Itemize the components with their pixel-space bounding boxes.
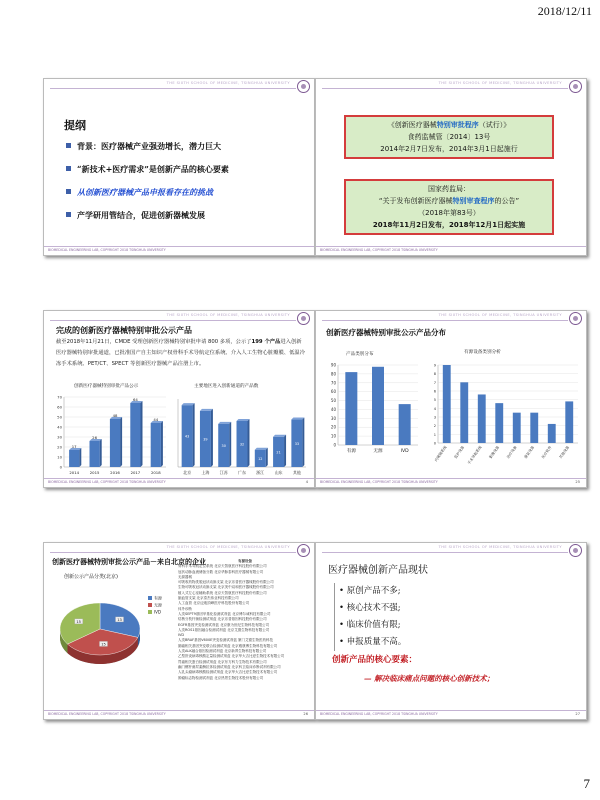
- status-item: • 申报质量不高。: [339, 637, 407, 647]
- header-rule: [50, 88, 296, 89]
- company-row: 无源器械: [178, 574, 192, 579]
- bar-value-label: 26: [92, 435, 98, 440]
- y-tick-label: 60: [57, 404, 62, 410]
- chart-title: 创新公示产品分类(北京): [64, 574, 118, 580]
- bar-side: [141, 401, 143, 467]
- company-row: 冠状动脉血流储备分数 北京华脉泰科医疗器械有限公司: [178, 569, 264, 574]
- bar-side: [193, 403, 195, 467]
- status-item: • 核心技术不强;: [339, 603, 401, 613]
- university-logo-icon: [297, 544, 310, 557]
- slide-title: 提纲: [64, 119, 86, 132]
- category-label: 浙江: [256, 470, 265, 475]
- slide-header: THE SIXTH SCHOOL OF MEDICINE, TSINGHUA UNIVERSITY: [44, 311, 314, 321]
- university-logo-icon: [569, 544, 582, 557]
- y-tick-label: 6: [433, 389, 436, 394]
- bar: [372, 367, 384, 445]
- company-row: 人类BRAF基因V600E突变检测试剂盒 厦门艾德生物医药科技: [178, 638, 273, 643]
- y-tick-label: 50: [330, 398, 336, 404]
- slide-header: [44, 79, 314, 89]
- bar-side: [161, 421, 163, 467]
- bar-value-label: 48: [112, 413, 118, 418]
- y-tick-label: 50: [57, 414, 62, 420]
- bar-value-label: 33: [294, 441, 300, 446]
- bar-top: [255, 448, 268, 450]
- bar-value-label: 39: [203, 437, 208, 442]
- y-tick-label: 8: [433, 372, 436, 377]
- y-tick-label: 0: [59, 464, 62, 470]
- print-date: 2018/12/11: [537, 4, 592, 18]
- bar-side: [229, 422, 231, 467]
- outline-item: 背景：医疗器械产业强劲增长，潜力巨大: [66, 141, 221, 152]
- bar-value-label: 32: [239, 442, 245, 447]
- bar: [345, 372, 357, 445]
- bar-value-label: 21: [276, 450, 281, 455]
- chart-category-distribution: [322, 357, 422, 457]
- bar: [130, 403, 140, 467]
- y-tick-label: 30: [330, 415, 336, 421]
- bar: [565, 401, 573, 443]
- company-row: 人乳头瘤病毒核酸检测试剂盒 北京华大吉比爱生物技术有限公司: [178, 670, 278, 675]
- category-label: 影像设备: [488, 445, 501, 460]
- legend-label: 有源: [154, 595, 162, 601]
- legend-label: IVD: [154, 609, 161, 615]
- slide-footer: BIOMEDICAL ENGINEERING LAB, COPYRIGHT 2018 TSINGHUA UNIVERSITY: [44, 246, 314, 255]
- category-label: IVD: [400, 449, 409, 454]
- category-label: 内窥镜系统: [433, 445, 448, 463]
- y-tick-label: 7: [433, 380, 436, 385]
- company-row: 人工血管 北京迈迪顶峰医疗科技股份有限公司: [178, 601, 250, 606]
- bar-value-label: 64: [132, 397, 138, 402]
- slide-header: THE SIXTH SCHOOL OF MEDICINE, TSINGHUA UNIVERSITY: [316, 79, 586, 89]
- company-row: EGFR基因突变检测试剂盒 北京康为世纪生物科技有限公司: [178, 622, 269, 627]
- bar-side: [79, 448, 81, 467]
- y-tick-label: 40: [330, 406, 336, 412]
- bar-top: [273, 435, 286, 437]
- y-tick-label: 70: [57, 394, 62, 400]
- y-tick-label: 90: [330, 362, 336, 368]
- university-logo-icon: [569, 312, 582, 325]
- legend-swatch: [148, 603, 152, 607]
- category-label: 有源: [346, 449, 356, 454]
- bar-side: [247, 419, 249, 467]
- status-list: [334, 583, 406, 651]
- company-row: 人类SEPT9基因甲基化检测试剂盒 北京博尔诚科技有限公司: [178, 611, 271, 616]
- company-row: IVD: [178, 633, 185, 638]
- y-tick-label: 1: [433, 432, 436, 437]
- bar: [443, 365, 451, 443]
- category-label: 2017: [130, 470, 141, 475]
- bar-value-label: 12: [258, 456, 263, 461]
- company-row: 肺癌相关基因突变联合检测试剂盒 北京雅康博生物科技有限公司: [178, 643, 278, 648]
- company-row: 体外诊断: [178, 606, 192, 611]
- bar-top: [200, 409, 213, 411]
- slide-title: 创新医疗器械特别审批公示产品分布: [326, 328, 446, 337]
- category-label: 康复设备: [523, 445, 536, 460]
- category-label: 治疗设备: [506, 445, 518, 460]
- bar: [151, 423, 161, 467]
- outline-item: “新技术+医疗需求”是创新产品的核心要素: [66, 164, 229, 175]
- y-tick-label: 70: [330, 380, 336, 386]
- bar-side: [211, 409, 213, 467]
- company-row: 乙型肝炎病毒核酸定量检测试剂盒 北京华大吉比爱生物技术有限公司: [178, 654, 285, 659]
- bar: [495, 403, 503, 443]
- bar-top: [182, 403, 195, 405]
- bar-side: [284, 435, 286, 467]
- bar: [513, 413, 521, 443]
- category-label: 其他: [292, 470, 301, 475]
- bullet-icon: [66, 143, 71, 148]
- bullet-icon: [66, 212, 71, 217]
- category-label: 上海: [201, 470, 210, 475]
- regulation-box-2018: 国家药监局： “关于发布创新医疗器械特别审查程序的公告” （2018年第83号） 2018年11月2日发布，2018年12月1日起实施: [344, 179, 554, 235]
- slide-header: THE SIXTH SCHOOL OF MEDICINE, TSINGHUA UNIVERSITY: [316, 311, 586, 321]
- bar: [530, 413, 538, 443]
- slide-footer: BIOMEDICAL ENGINEERING LAB, COPYRIGHT 2018 TSINGHUA UNIVERSITY: [316, 246, 586, 255]
- outline-item-highlighted: 从创新医疗器械产品申报看存在的挑战: [66, 187, 213, 198]
- slide-footer: BIOMEDICAL ENGINEERING LAB, COPYRIGHT 2018 TSINGHUA UNIVERSITY 27: [316, 710, 586, 719]
- category-label: 江苏: [219, 470, 228, 475]
- company-row: 脑血管支架 北京泰杰伟业科技有限公司: [178, 596, 239, 601]
- y-tick-label: 5: [433, 398, 436, 403]
- chart-title: 主要地区进入创新通道的产品数: [194, 384, 259, 389]
- company-row: 人类ROS1基因融合检测试剂盒 北京艾德生物科技有限公司: [178, 627, 270, 632]
- bar-side: [266, 448, 268, 467]
- company-list: 有源设备 骨科手术导航定位系统 北京天智航医疗科技股份有限公司 冠状动脉血流储备分数 北京华脉泰科医疗器械有限公司 无源器械 可吸收药物洗脱冠状动脉支架 北京乐普医疗器械股份有限公司 生物可吸收冠状动脉支架 北京美中双和医疗器械股份有限公司 植入式左心室辅助系统 北京天智航医疗科技股份有限公司 脑血管支架 北京泰杰伟业科技有限公司 人工血管 北京迈迪顶峰医疗科技股份有限公司 体外诊断 人类SEPT9基因甲基化检测试剂盒 北京博尔诚科技有限公司 结核分枝杆菌检测试剂盒 北京乐普基因科技股份有限公司 EGFR基因突变检测试剂盒 北京康为世纪生物科技有限公司 人类ROS1基因融合检测试剂盒 北京艾德生物科技有限公司 IVD 人类BRAF基因V600E突变检测试剂盒 厦门艾德生物医药科技 肺癌相关基因突变联合检测试剂盒 北京雅康博生物科技有限公司 人类ALK融合基因检测试剂盒 北京新羿生物科技有限公司 乙型肝炎病毒核酸定量检测试剂盒 北京华大吉比爱生物技术有限公司 胃癌相关蛋白检测试剂盒 北京东方科力生物技术有限公司 幽门螺杆菌尿素酶抗体检测试剂盒 北京科卫临床诊断试剂有限公司 人乳头瘤病毒核酸检测试剂盒 北京华大吉比爱生物技术有限公司 肿瘤标志物检测试剂盒 北京热景生物技术股份有限公司: [178, 559, 312, 681]
- university-logo-icon: [297, 312, 310, 325]
- slide-header: THE SIXTH SCHOOL OF MEDICINE, TSINGHUA UNIVERSITY: [44, 543, 314, 553]
- bar-side: [100, 439, 102, 467]
- pie-chart-beijing: [52, 581, 176, 689]
- company-row: 人类ALK融合基因检测试剂盒 北京新羿生物科技有限公司: [178, 649, 267, 654]
- y-tick-label: 0: [333, 442, 336, 448]
- y-tick-label: 0: [433, 441, 436, 446]
- category-label: 2018: [150, 470, 161, 475]
- y-tick-label: 20: [57, 444, 62, 450]
- legend-swatch: [148, 610, 152, 614]
- bullet-icon: [66, 189, 71, 194]
- bullet-icon: [66, 166, 71, 171]
- bar-value-label: 17: [71, 444, 77, 449]
- y-tick-label: 30: [57, 434, 62, 440]
- bar: [90, 441, 100, 467]
- bar-value-label: 44: [153, 417, 159, 422]
- company-row: 生物可吸收冠状动脉支架 北京美中双和医疗器械股份有限公司: [178, 585, 274, 590]
- chart-regional-products: [172, 391, 310, 479]
- slide-footer: BIOMEDICAL ENGINEERING LAB, COPYRIGHT 2018 TSINGHUA UNIVERSITY 4: [44, 478, 314, 487]
- category-label: 无源: [373, 449, 383, 454]
- y-tick-label: 3: [433, 415, 436, 420]
- slide-1-outline: [43, 78, 315, 256]
- company-row: 幽门螺杆菌尿素酶抗体检测试剂盒 北京科卫临床诊断试剂有限公司: [178, 664, 281, 669]
- slide-title: 创新医疗器械特别审批公示产品－来自北京的企业: [52, 558, 206, 566]
- outline-item: 产学研用管结合，促进创新器械发展: [66, 210, 205, 221]
- bar: [548, 424, 556, 443]
- chart-title: 创新医疗器械特别审批产品公示: [74, 384, 139, 389]
- category-label: 医疗软件: [541, 445, 553, 460]
- chart-title: 有源设备类别分析: [464, 350, 501, 355]
- category-label: 监护设备: [453, 445, 466, 460]
- slide-title: 完成的创新医疗器械特别审批公示产品: [56, 326, 192, 335]
- pie-value-label: 15: [101, 642, 106, 647]
- status-item: • 原创产品不多;: [339, 586, 401, 596]
- slide-paragraph: 截至2018年11月21日，CMDE 受理创新医疗器械特别审批申请 800 多项，公示了199 个产品进入创新医疗器械特别审批通道，已批准国产自主知识产权骨科手术导航定位系统、介入人工生物心脏瓣膜、低温冷冻手术系统、PET/CT、SPECT 等创新医疗器械产品注册上市。: [56, 339, 305, 367]
- y-tick-label: 4: [433, 406, 436, 411]
- status-item: • 临床价值有限;: [339, 620, 401, 630]
- company-row: 骨科手术导航定位系统 北京天智航医疗科技股份有限公司: [178, 564, 267, 569]
- institution-text: THE SIXTH SCHOOL OF MEDICINE, TSINGHUA UNIVERSITY: [166, 81, 290, 85]
- slide-title: 医疗器械创新产品现状: [328, 565, 428, 576]
- chart-title: 产品类别分布: [346, 352, 374, 357]
- university-logo-icon: [569, 80, 582, 93]
- y-tick-label: 20: [330, 424, 336, 430]
- core-requirement-label: 创新产品的核心要素：: [332, 655, 418, 665]
- slide-2-regulations: [315, 78, 587, 256]
- legend-swatch: [148, 596, 152, 600]
- company-row: 胃癌相关蛋白检测试剂盒 北京东方科力生物技术有限公司: [178, 659, 267, 664]
- slide-footer: BIOMEDICAL ENGINEERING LAB, COPYRIGHT 2018 TSINGHUA UNIVERSITY 25: [316, 478, 586, 487]
- y-tick-label: 10: [57, 454, 62, 460]
- category-label: 2014: [69, 470, 80, 475]
- slide-3-approved-products: [43, 310, 315, 488]
- bar-value-label: 30: [221, 443, 226, 448]
- company-row: 肿瘤标志物检测试剂盒 北京热景生物技术股份有限公司: [178, 675, 264, 680]
- chart-active-device-categories: [424, 357, 582, 479]
- legend-label: 无源: [154, 602, 162, 608]
- category-label: 2015: [89, 470, 100, 475]
- bar-side: [120, 417, 122, 467]
- university-logo-icon: [297, 80, 310, 93]
- core-requirement-text: — 解决临床痛点问题的核心创新技术；: [364, 674, 495, 683]
- bar: [460, 382, 468, 443]
- company-row: 结核分枝杆菌检测试剂盒 北京乐普基因科技股份有限公司: [178, 617, 267, 622]
- chart-annual-products: [50, 391, 170, 479]
- bar: [478, 394, 486, 443]
- category-label: 手术导航系统: [466, 445, 483, 466]
- y-tick-label: 80: [330, 371, 336, 377]
- bar-value-label: 43: [184, 434, 190, 439]
- slide-4-product-distribution: [315, 310, 587, 488]
- category-label: 广东: [238, 470, 246, 475]
- bar: [110, 419, 120, 467]
- slide-6-innovation-status: [315, 542, 587, 720]
- pie-value-label: 13: [117, 617, 122, 622]
- y-tick-label: 60: [330, 389, 336, 395]
- slide-footer: BIOMEDICAL ENGINEERING LAB, COPYRIGHT 2018 TSINGHUA UNIVERSITY 26: [44, 710, 314, 719]
- category-label: 北京: [183, 470, 192, 475]
- bar-top: [237, 419, 250, 421]
- category-label: 其他设备: [558, 445, 571, 460]
- company-row: 可吸收药物洗脱冠状动脉支架 北京乐普医疗器械股份有限公司: [178, 580, 274, 585]
- y-tick-label: 2: [433, 424, 436, 429]
- y-tick-label: 40: [57, 424, 62, 430]
- slide-5-beijing-companies: [43, 542, 315, 720]
- y-tick-label: 10: [330, 433, 336, 439]
- category-label: 2016: [110, 470, 120, 475]
- y-tick-label: 9: [433, 363, 436, 368]
- bar-top: [291, 418, 304, 420]
- page-number: 7: [583, 776, 590, 791]
- bar-side: [302, 418, 304, 467]
- regulation-box-2014: 《创新医疗器械特别审批程序（试行）》 食药监械管〔2014〕13号 2014年2月7日发布，2014年3月1日起施行: [344, 115, 554, 159]
- slide-header: THE SIXTH SCHOOL OF MEDICINE, TSINGHUA UNIVERSITY: [316, 543, 586, 553]
- category-label: 山东: [274, 470, 283, 475]
- bar: [69, 450, 79, 467]
- pie-value-label: 15: [76, 619, 81, 624]
- bar-top: [218, 422, 231, 424]
- company-row: 植入式左心室辅助系统 北京天智航医疗科技股份有限公司: [178, 590, 267, 595]
- bar: [399, 404, 411, 445]
